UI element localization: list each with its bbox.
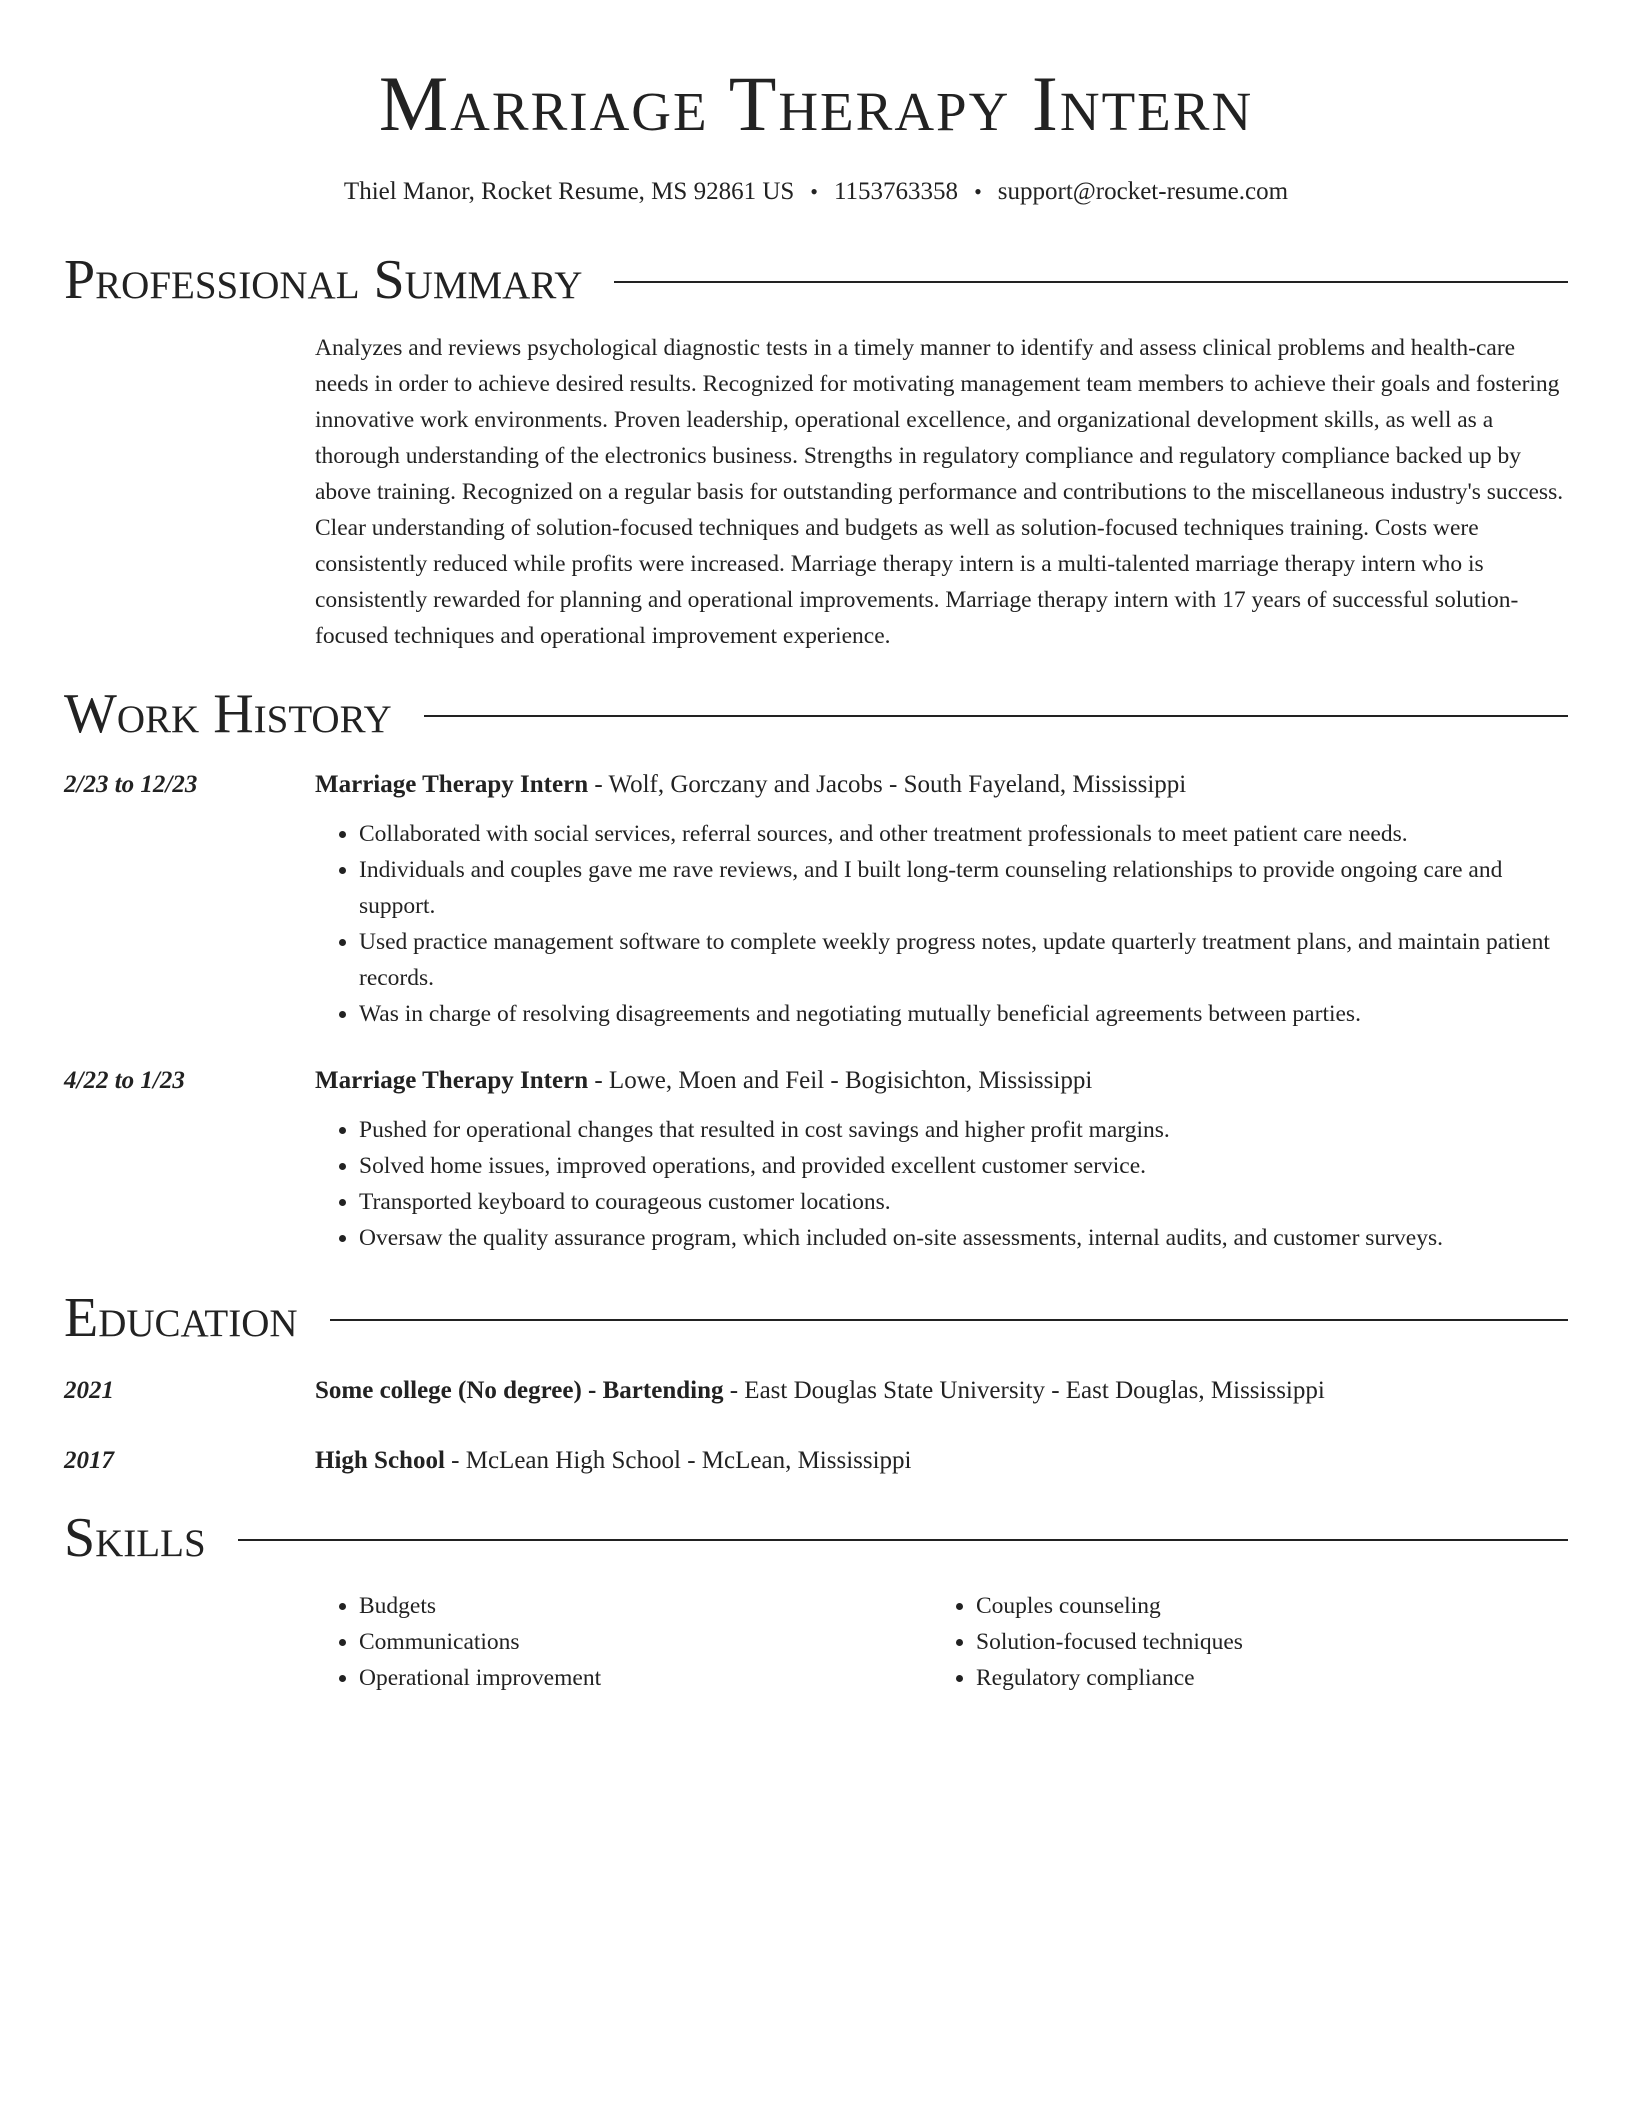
job-header (64, 768, 1568, 802)
section-divider (614, 281, 1568, 283)
skills-section-title: Skills (64, 1507, 206, 1569)
job-employer-location: - Wolf, Gorczany and Jacobs - South Fayeland, Mississippi (588, 771, 1187, 798)
skills-list (315, 1588, 1568, 1696)
education-section-title: Education (64, 1287, 298, 1349)
skill-item: • Communications (359, 1624, 932, 1660)
work-section-title: Work History (64, 683, 392, 745)
education-line (315, 1444, 1568, 1478)
job-bullet: • Oversaw the quality assurance program, which included on-site assessments, internal audits, and customer surveys. (359, 1220, 1568, 1256)
job-bullets (315, 1112, 1568, 1256)
skills-section-header (64, 1506, 1568, 1570)
job-dates: 4/22 to 1/23 (64, 1067, 185, 1094)
job-header (64, 1064, 1568, 1098)
work-section-header (64, 682, 1568, 746)
education-line (315, 1374, 1568, 1408)
skill-item: • Solution-focused techniques (976, 1624, 1549, 1660)
section-divider (330, 1319, 1568, 1321)
job-dates: 2/23 to 12/23 (64, 771, 198, 798)
contact-address: Thiel Manor, Rocket Resume, MS 92861 US (343, 178, 795, 205)
summary-section-header (64, 248, 1568, 312)
skills-column-right (932, 1588, 1549, 1696)
education-entry (64, 1374, 1568, 1408)
job-bullet: • Individuals and couples gave me rave reviews, and I built long-term counseling relationships to provide ongoing care and support. (359, 852, 1568, 924)
skill-item: • Budgets (359, 1588, 932, 1624)
job-position: Marriage Therapy Intern (315, 771, 589, 798)
section-divider (238, 1539, 1568, 1541)
education-section-header (64, 1286, 1568, 1350)
education-school-location: - McLean High School - McLean, Mississippi (444, 1447, 912, 1474)
contact-phone: 1153763358 (833, 178, 959, 205)
candidate-name: Marriage Therapy Intern (378, 60, 1254, 147)
job-title-line (315, 768, 1568, 802)
job-bullet: • Solved home issues, improved operations, and provided excellent customer service. (359, 1148, 1568, 1184)
job-bullet: • Was in charge of resolving disagreements and negotiating mutually beneficial agreements between parties. (359, 996, 1568, 1032)
contact-separator: • (974, 179, 982, 204)
job-entry (64, 1064, 1568, 1256)
section-divider (424, 715, 1568, 717)
job-title-line (315, 1064, 1568, 1098)
summary-text: Analyzes and reviews psychological diagnostic tests in a timely manner to identify and assess clinical problems and health-care needs in order to achieve desired results. Recognized for motivating management team members to achieve their goals and fostering innovative work environments. Proven leadership, operational excellence, and organizational development skills, as well as a thorough understanding of the electronics business. Strengths in regulatory compliance and regulatory compliance backed up by above training. Recognized on a regular basis for outstanding performance and contributions to the miscellaneous industry's success. Clear understanding of solution-focused techniques and budgets as well as solution-focused techniques training. Costs were consistently reduced while profits were increased. Marriage therapy intern is a multi-talented marriage therapy intern who is consistently rewarded for planning and operational improvements. Marriage therapy intern with 17 years of successful solution-focused techniques and operational improvement experience. (315, 335, 1564, 649)
job-bullet: • Transported keyboard to courageous customer locations. (359, 1184, 1568, 1220)
job-bullet: • Used practice management software to complete weekly progress notes, update quarterly treatment plans, and maintain patient records. (359, 924, 1568, 996)
education-school-location: - East Douglas State University - East Douglas, Mississippi (723, 1377, 1325, 1404)
job-employer-location: - Lowe, Moen and Feil - Bogisichton, Mississippi (588, 1067, 1093, 1094)
contact-separator: • (810, 179, 818, 204)
job-position: Marriage Therapy Intern (315, 1067, 589, 1094)
education-year: 2017 (64, 1447, 114, 1474)
skill-item: • Regulatory compliance (976, 1660, 1549, 1696)
education-degree: Some college (No degree) - Bartending (315, 1377, 724, 1404)
contact-email: support@rocket-resume.com (997, 178, 1289, 205)
education-degree: High School (315, 1447, 445, 1474)
skill-item: • Couples counseling (976, 1588, 1549, 1624)
summary-section-title: Professional Summary (64, 249, 583, 311)
job-entry (64, 768, 1568, 1032)
contact-line (64, 176, 1568, 208)
skills-column-left (315, 1588, 932, 1696)
education-entry (64, 1444, 1568, 1478)
job-bullet: • Collaborated with social services, referral sources, and other treatment professionals to meet patient care needs. (359, 816, 1568, 852)
education-year: 2021 (64, 1377, 114, 1404)
skill-item: • Operational improvement (359, 1660, 932, 1696)
job-bullets (315, 816, 1568, 1032)
job-bullet: • Pushed for operational changes that resulted in cost savings and higher profit margins. (359, 1112, 1568, 1148)
